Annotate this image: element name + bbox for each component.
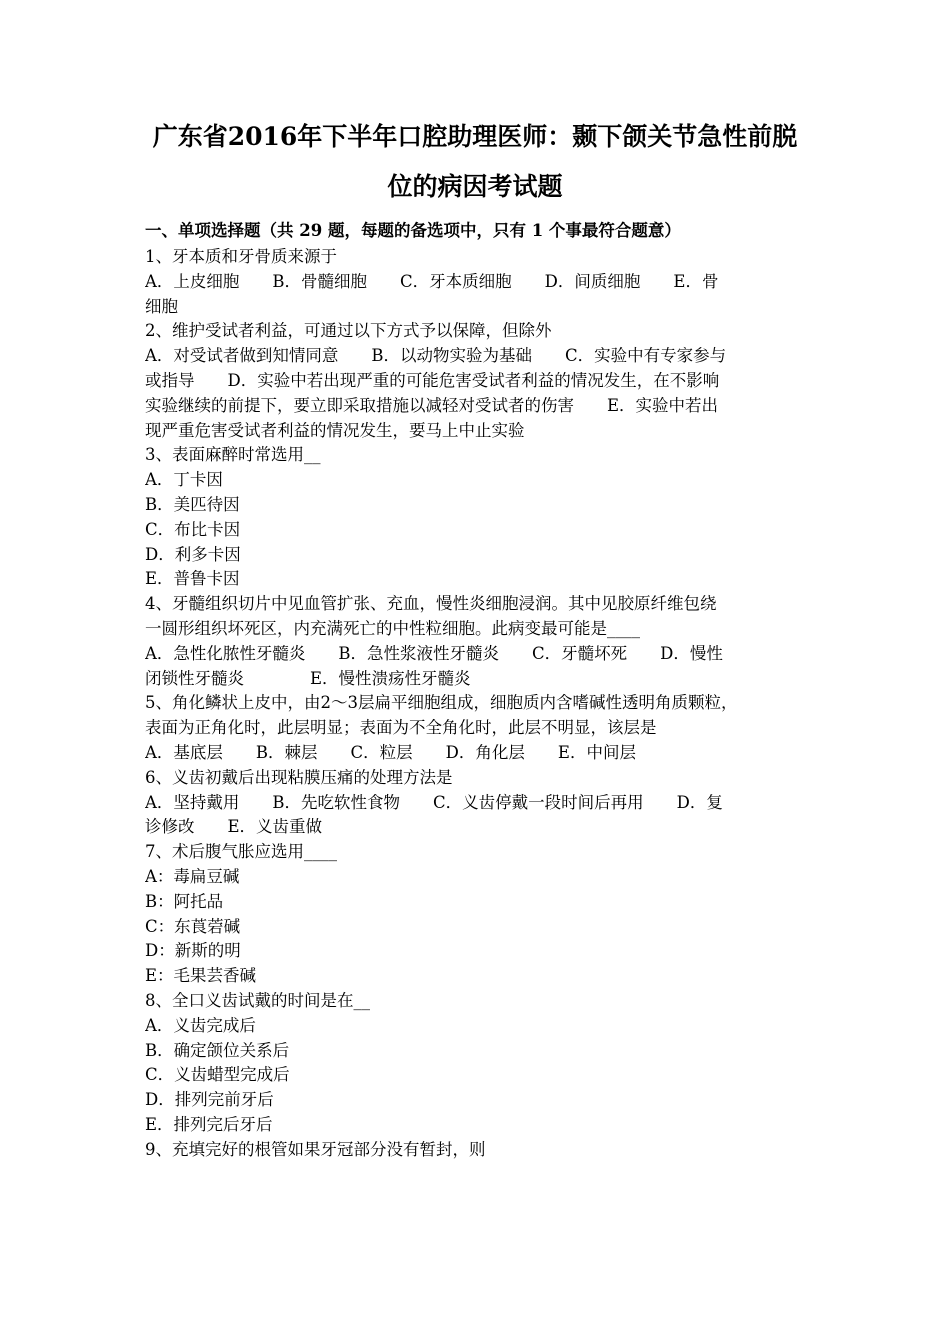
text-line: 表面为正角化时，此层明显；表面为不全角化时，此层不明显，该层是 [145,718,657,738]
text-line: B．确定颌位关系后 [145,1040,290,1060]
text-line: C．义齿蜡型完成后 [145,1065,290,1085]
section-heading: 一、单项选择题（共 29 题，每题的备选项中，只有 1 个事最符合题意） [145,221,681,240]
text-line: 细胞 [145,296,178,316]
text-line: A．上皮细胞 B．骨髓细胞 C．牙本质细胞 D．间质细胞 E．骨 [145,271,719,291]
text-line: 闭锁性牙髓炎 E．慢性溃疡性牙髓炎 [145,668,471,688]
text-line: A：毒扁豆碱 [145,866,240,886]
document-title-line-1: 广东省2016年下半年口腔助理医师：颞下颌关节急性前脱 [152,122,798,151]
text-line: 一圆形组织坏死区，内充满死亡的中性粒细胞。此病变最可能是____ [145,618,640,638]
text-line: 2、维护受试者利益，可通过以下方式予以保障，但除外 [145,321,552,341]
text-line: E：毛果芸香碱 [145,966,257,986]
text-line: B．美匹待因 [145,494,240,514]
text-line: A．义齿完成后 [145,1015,256,1035]
text-line: D：新斯的明 [145,941,241,961]
text-line: B：阿托品 [145,891,224,911]
text-line: E．普鲁卡因 [145,569,240,589]
text-line: 8、全口义齿试戴的时间是在__ [145,990,370,1010]
text-line: 4、牙髓组织切片中见血管扩张、充血，慢性炎细胞浸润。其中见胶原纤维包绕 [145,594,717,614]
text-line: C：东莨菪碱 [145,916,241,936]
text-line: 实验继续的前提下，要立即采取措施以减轻对受试者的伤害 E．实验中若出 [145,395,719,415]
document-title-line-2: 位的病因考试题 [387,172,563,201]
text-line: A．基底层 B．棘层 C．粒层 D．角化层 E．中间层 [145,742,636,762]
text-line: 6、义齿初戴后出现粘膜压痛的处理方法是 [145,767,453,787]
text-line: 或指导 D．实验中若出现严重的可能危害受试者利益的情况发生，在不影响 [145,370,720,390]
text-line: 1、牙本质和牙骨质来源于 [145,247,337,266]
text-line: A．急性化脓性牙髓炎 B．急性浆液性牙髓炎 C．牙髓坏死 D．慢性 [145,643,723,663]
text-line: 现严重危害受试者利益的情况发生，要马上中止实验 [145,420,525,440]
text-line: C．布比卡因 [145,519,241,539]
text-line: 9、充填完好的根管如果牙冠部分没有暂封，则 [145,1139,486,1159]
text-line: D．排列完前牙后 [145,1090,274,1110]
text-line: A．丁卡因 [145,470,223,490]
text-line: A．对受试者做到知情同意 B．以动物实验为基础 C．实验中有专家参与 [145,346,727,366]
text-line: 3、表面麻醉时常选用__ [145,445,321,465]
question-body [145,245,810,1162]
text-line: 诊修改 E．义齿重做 [145,817,323,837]
text-line: D．利多卡因 [145,544,241,564]
text-line: 7、术后腹气胀应选用____ [145,842,337,862]
text-line: A．坚持戴用 B．先吃软性食物 C．义齿停戴一段时间后再用 D．复 [145,792,723,812]
text-line: 5、角化鳞状上皮中，由2～3层扁平细胞组成，细胞质内含嗜碱性透明角质颗粒， [145,693,738,713]
text-line: E．排列完后牙后 [145,1114,273,1134]
